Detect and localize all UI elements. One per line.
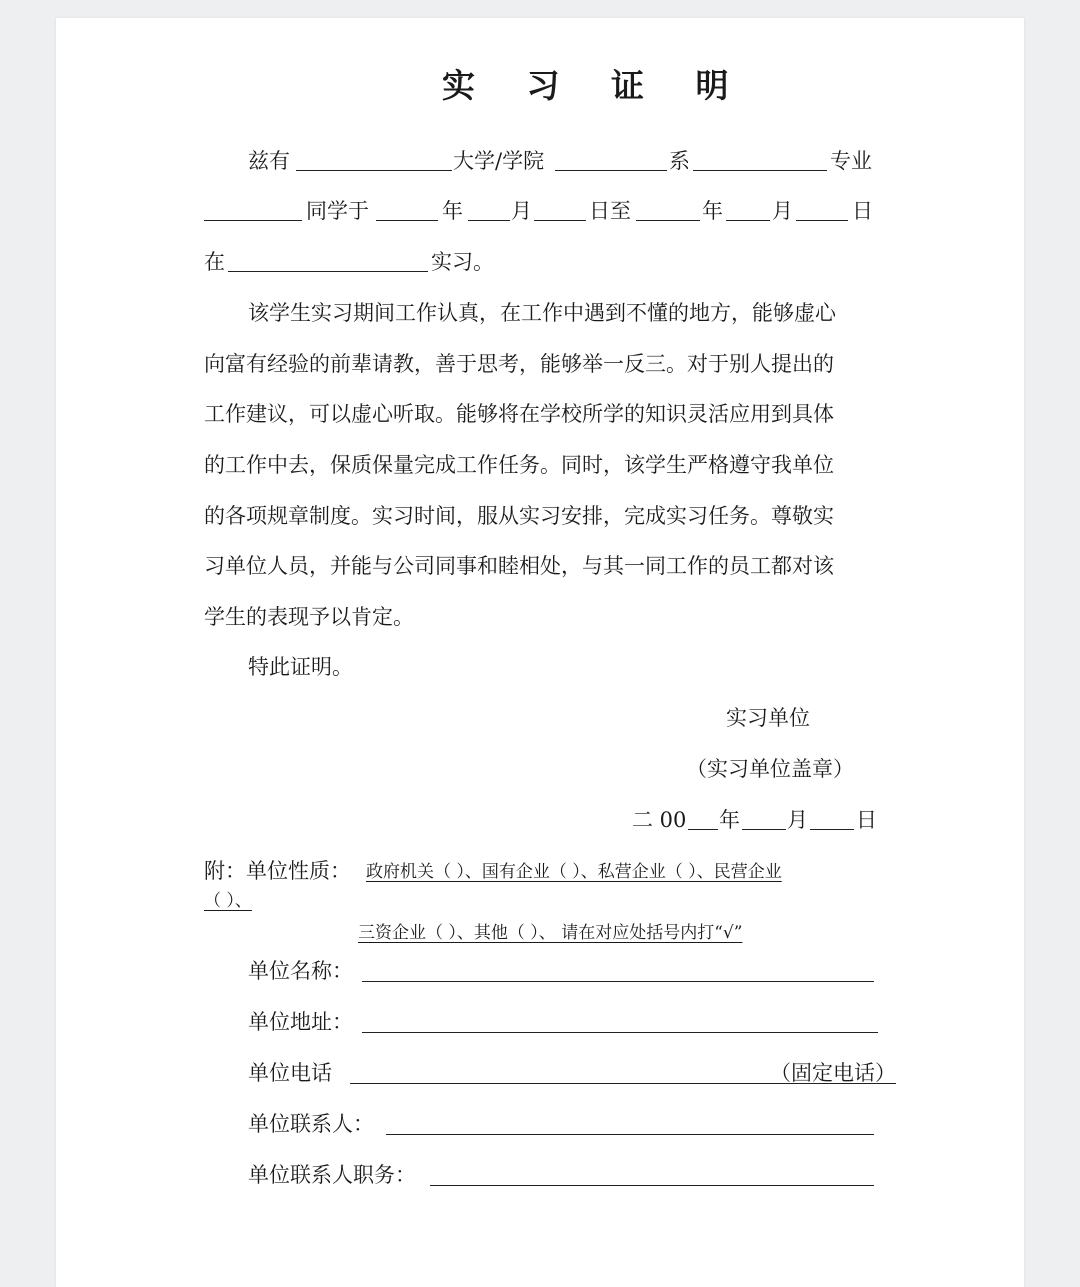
signature-unit: 实习单位 bbox=[726, 706, 810, 730]
closing-text: 特此证明。 bbox=[248, 655, 353, 679]
month2-blank bbox=[726, 220, 770, 221]
date-month: 月 bbox=[787, 808, 808, 832]
document-page bbox=[56, 18, 1024, 1287]
appendix-options-line3: 三资企业（ ）、其他（ ）、 请在对应处括号内打“√” bbox=[358, 923, 743, 943]
field-contact-label: 单位联系人： bbox=[248, 1112, 374, 1136]
date-day: 日 bbox=[856, 808, 877, 832]
month1-label: 月 bbox=[511, 199, 532, 223]
day2-blank bbox=[796, 220, 848, 221]
field-name-label: 单位名称： bbox=[248, 959, 353, 983]
location-blank bbox=[228, 271, 428, 272]
body-line-3: 工作建议，可以虚心听取。能够将在学校所学的知识灵活应用到具体 bbox=[204, 402, 834, 426]
field-address-label: 单位地址： bbox=[248, 1010, 353, 1034]
year2-label: 年 bbox=[702, 199, 723, 223]
body-line-4: 的工作中去，保质保量完成工作任务。同时，该学生严格遵守我单位 bbox=[204, 453, 834, 477]
body-line-1: 该学生实习期间工作认真，在工作中遇到不懂的地方，能够虚心 bbox=[248, 301, 836, 325]
dept-blank bbox=[555, 170, 667, 171]
body-line-5: 的各项规章制度。实习时间，服从实习安排，完成实习任务。尊敬实 bbox=[204, 504, 834, 528]
field-address-line[interactable] bbox=[362, 1032, 878, 1033]
field-phone-label: 单位电话 bbox=[248, 1061, 332, 1085]
day1-label: 日至 bbox=[589, 199, 631, 223]
university-label: 大学/学院 bbox=[453, 149, 545, 173]
body-line-7: 学生的表现予以肯定。 bbox=[204, 605, 414, 629]
date-month-blank bbox=[742, 829, 786, 830]
date-prefix: 二 00 bbox=[632, 808, 687, 832]
date-year: 年 bbox=[719, 808, 740, 832]
major-blank bbox=[693, 170, 827, 171]
university-blank bbox=[296, 170, 452, 171]
major-label: 专业 bbox=[830, 149, 872, 173]
intro-prefix: 兹有 bbox=[248, 149, 290, 173]
appendix-label: 附：单位性质： bbox=[204, 859, 351, 883]
field-contact-title-line[interactable] bbox=[430, 1185, 874, 1186]
document-title: 实 习 证 明 bbox=[442, 66, 749, 105]
year2-blank bbox=[636, 220, 700, 221]
field-contact-line[interactable] bbox=[386, 1134, 874, 1135]
field-phone-note: （固定电话） bbox=[770, 1061, 896, 1085]
appendix-options-line2: （ ）、 bbox=[204, 891, 252, 911]
body-line-6: 习单位人员，并能与公司同事和睦相处，与其一同工作的员工都对该 bbox=[204, 554, 834, 578]
intern-label: 实习。 bbox=[431, 250, 494, 274]
day2-label: 日 bbox=[852, 199, 873, 223]
date-year-blank bbox=[688, 829, 718, 830]
name-blank bbox=[204, 220, 302, 221]
year1-blank bbox=[376, 220, 438, 221]
at-label: 在 bbox=[204, 250, 225, 274]
field-contact-title-label: 单位联系人职务： bbox=[248, 1163, 416, 1187]
appendix-options-line1: 政府机关（ ）、国有企业（ ）、私营企业（ ）、民营企业 bbox=[366, 862, 782, 882]
month2-label: 月 bbox=[772, 199, 793, 223]
classmate-label: 同学于 bbox=[306, 199, 369, 223]
field-name-line[interactable] bbox=[362, 981, 874, 982]
body-line-2: 向富有经验的前辈请教，善于思考，能够举一反三。对于别人提出的 bbox=[204, 352, 834, 376]
date-day-blank bbox=[810, 829, 854, 830]
month1-blank bbox=[468, 220, 510, 221]
day1-blank bbox=[534, 220, 586, 221]
dept-label: 系 bbox=[669, 149, 690, 173]
year1-label: 年 bbox=[442, 199, 463, 223]
signature-stamp: （实习单位盖章） bbox=[686, 757, 854, 781]
